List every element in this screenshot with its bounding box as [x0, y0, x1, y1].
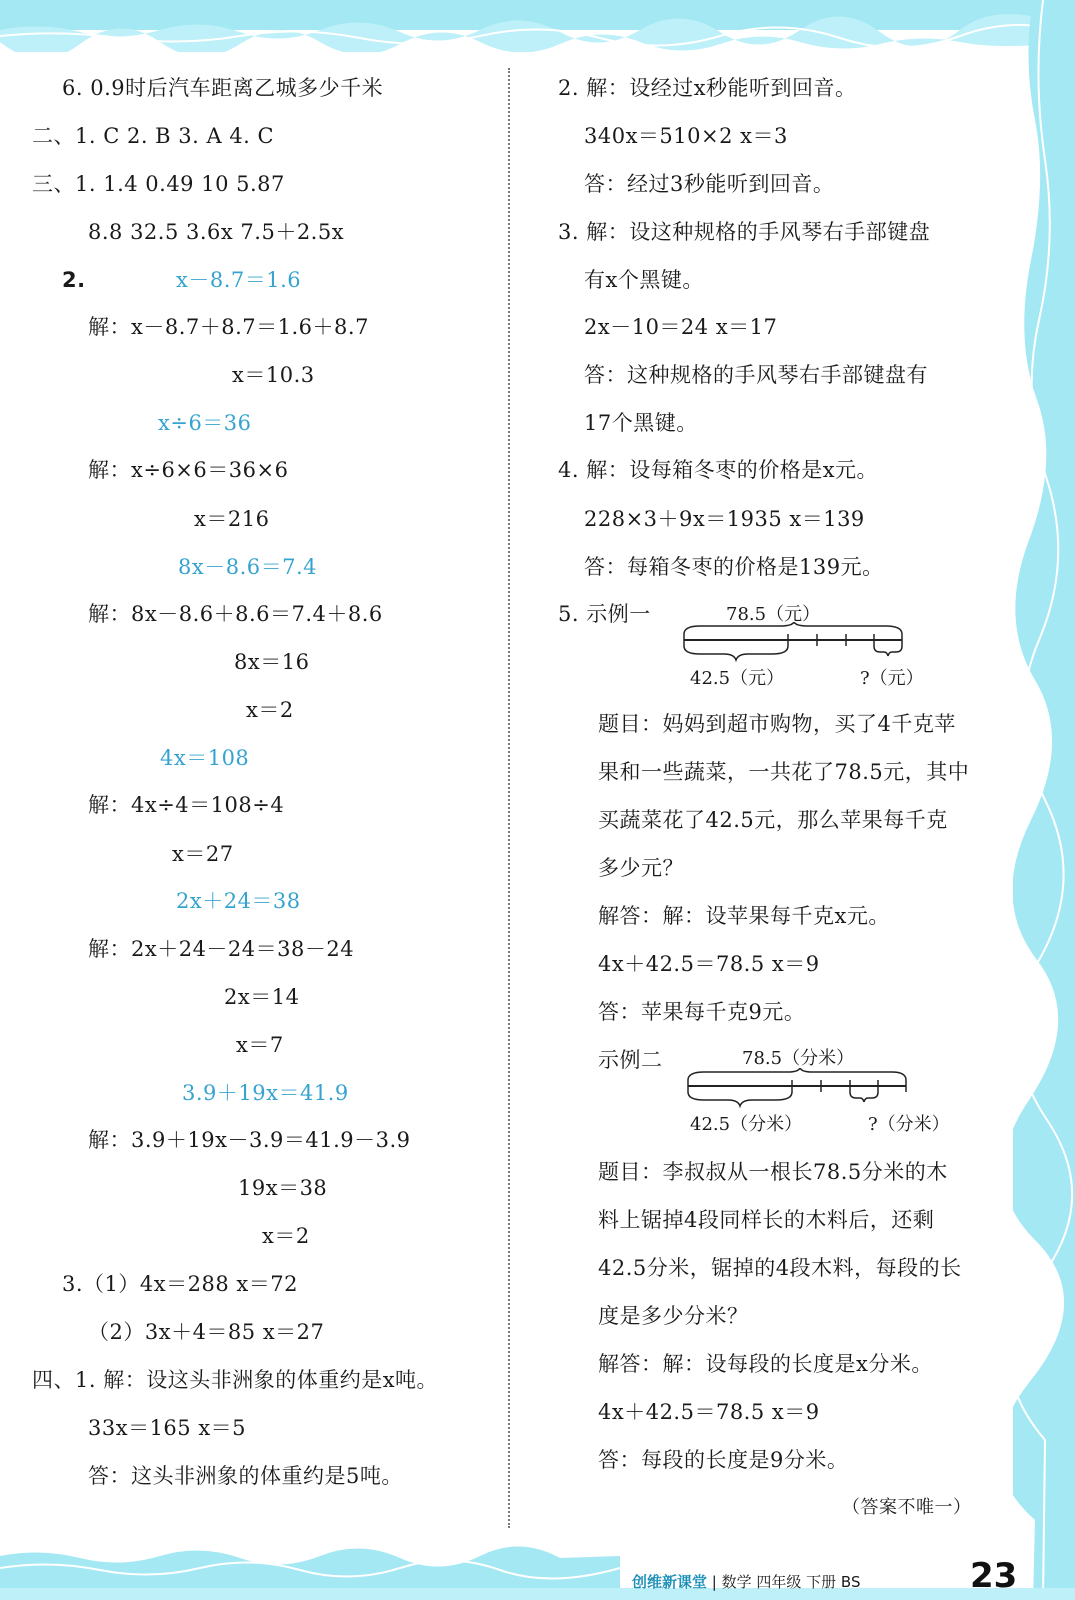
equation-1-step1: 解：x－8.7＋8.7＝1.6＋8.7: [88, 315, 369, 339]
r-q2-answer: 答：经过3秒能听到回音。: [584, 172, 835, 196]
page-footer: [632, 1571, 860, 1592]
ex2-unknown-label: ?（分米）: [868, 1114, 950, 1135]
section4-q1-equation: 33x＝165 x＝5: [88, 1416, 247, 1440]
equation-2: x÷6＝36: [158, 411, 252, 435]
ex2-solution-setup: 解答：解：设每段的长度是x分米。: [598, 1352, 933, 1376]
q3-part1: 3.（1）4x＝288 x＝72: [62, 1272, 298, 1296]
ex2-problem-line1: 题目：李叔叔从一根长78.5分米的木: [598, 1160, 948, 1184]
section4-q1: 四、1. 解：设这头非洲象的体重约是x吨。: [32, 1368, 439, 1392]
r-q2: 2. 解：设经过x秒能听到回音。: [558, 76, 857, 100]
ex2-problem-line3: 42.5分米，锯掉的4段木料，每段的长: [598, 1256, 962, 1280]
equation-4-result: x＝27: [172, 842, 234, 866]
equation-3-step2: 8x＝16: [234, 650, 310, 674]
equation-2-result: x＝216: [194, 507, 270, 531]
equation-6: 3.9＋19x＝41.9: [182, 1081, 349, 1105]
ex1-solution-setup: 解答：解：设苹果每千克x元。: [598, 904, 890, 928]
book-info: | 数学 四年级 下册 BS: [711, 1573, 861, 1591]
section3-row2: 8.8 32.5 3.6x 7.5＋2.5x: [88, 220, 345, 244]
ex2-problem-line4: 度是多少分米？: [598, 1304, 749, 1328]
equation-5-result: x＝7: [236, 1033, 284, 1057]
equation-2-step1: 解：x÷6×6＝36×6: [88, 458, 289, 482]
r-q3-equation: 2x－10＝24 x＝17: [584, 315, 778, 339]
equation-4: 4x＝108: [160, 746, 250, 770]
q3-part2: （2）3x＋4＝85 x＝27: [88, 1320, 325, 1344]
equation-5-step1: 解：2x＋24－24＝38－24: [88, 937, 355, 961]
r-q5-example1-label: 5. 示例一: [558, 602, 651, 626]
r-q3-line2: 有x个黑键。: [584, 268, 704, 292]
ex1-problem-line1: 题目：妈妈到超市购物，买了4千克苹: [598, 712, 956, 736]
q6-answer: 6. 0.9时后汽车距离乙城多少千米: [62, 76, 384, 100]
ex2-solution-equation: 4x＋42.5＝78.5 x＝9: [598, 1400, 820, 1424]
answer-not-unique-note: （答案不唯一）: [842, 1497, 972, 1518]
equation-3-result: x＝2: [246, 698, 294, 722]
q2-label: 2.: [62, 268, 86, 292]
r-q2-equation: 340x＝510×2 x＝3: [584, 124, 788, 148]
equation-5: 2x＋24＝38: [176, 889, 301, 913]
publisher-brand: 创维新课堂: [632, 1573, 708, 1591]
equation-6-step2: 19x＝38: [238, 1176, 328, 1200]
ex2-total-label: 78.5（分米）: [742, 1048, 855, 1069]
section4-q1-answer: 答：这头非洲象的体重约是5吨。: [88, 1464, 403, 1488]
equation-6-result: x＝2: [262, 1224, 310, 1248]
ex1-known-label: 42.5（元）: [690, 668, 785, 689]
r-q4-equation: 228×3＋9x＝1935 x＝139: [584, 507, 865, 531]
equation-3: 8x－8.6＝7.4: [178, 555, 317, 579]
ex1-unknown-label: ?（元）: [860, 668, 924, 689]
section2-answers: 二、1. C 2. B 3. A 4. C: [32, 124, 275, 148]
r-q4-answer: 答：每箱冬枣的价格是139元。: [584, 555, 884, 579]
r-q5-example2-label: 示例二: [598, 1048, 663, 1072]
ex2-problem-line2: 料上锯掉4段同样长的木料后，还剩: [598, 1208, 935, 1232]
equation-6-step1: 解：3.9＋19x－3.9＝41.9－3.9: [88, 1128, 411, 1152]
page-number: 23: [970, 1556, 1018, 1596]
equation-4-step1: 解：4x÷4＝108÷4: [88, 793, 285, 817]
r-q3-answer-line1: 答：这种规格的手风琴右手部键盘有: [584, 363, 928, 387]
r-q3-line1: 3. 解：设这种规格的手风琴右手部键盘: [558, 220, 931, 244]
ex1-problem-line2: 果和一些蔬菜，一共花了78.5元，其中: [598, 760, 970, 784]
ex1-problem-line3: 买蔬菜花了42.5元，那么苹果每千克: [598, 808, 948, 832]
section3-row1: 三、1. 1.4 0.49 10 5.87: [32, 172, 285, 196]
ex1-problem-line4: 多少元？: [598, 856, 684, 880]
ex2-known-label: 42.5（分米）: [690, 1114, 803, 1135]
r-q4: 4. 解：设每箱冬枣的价格是x元。: [558, 458, 879, 482]
ex2-segment-diagram: [684, 1068, 914, 1114]
equation-1-result: x＝10.3: [232, 363, 315, 387]
r-q3-answer-line2: 17个黑键。: [584, 411, 698, 435]
equation-3-step1: 解：8x－8.6＋8.6＝7.4＋8.6: [88, 602, 383, 626]
ex2-solution-answer: 答：每段的长度是9分米。: [598, 1448, 849, 1472]
ex1-solution-equation: 4x＋42.5＝78.5 x＝9: [598, 952, 820, 976]
equation-5-step2: 2x＝14: [224, 985, 300, 1009]
ex1-total-label: 78.5（元）: [726, 604, 821, 625]
equation-1: x－8.7＝1.6: [176, 268, 302, 292]
ex1-solution-answer: 答：苹果每千克9元。: [598, 1000, 806, 1024]
column-divider: [508, 68, 510, 1528]
